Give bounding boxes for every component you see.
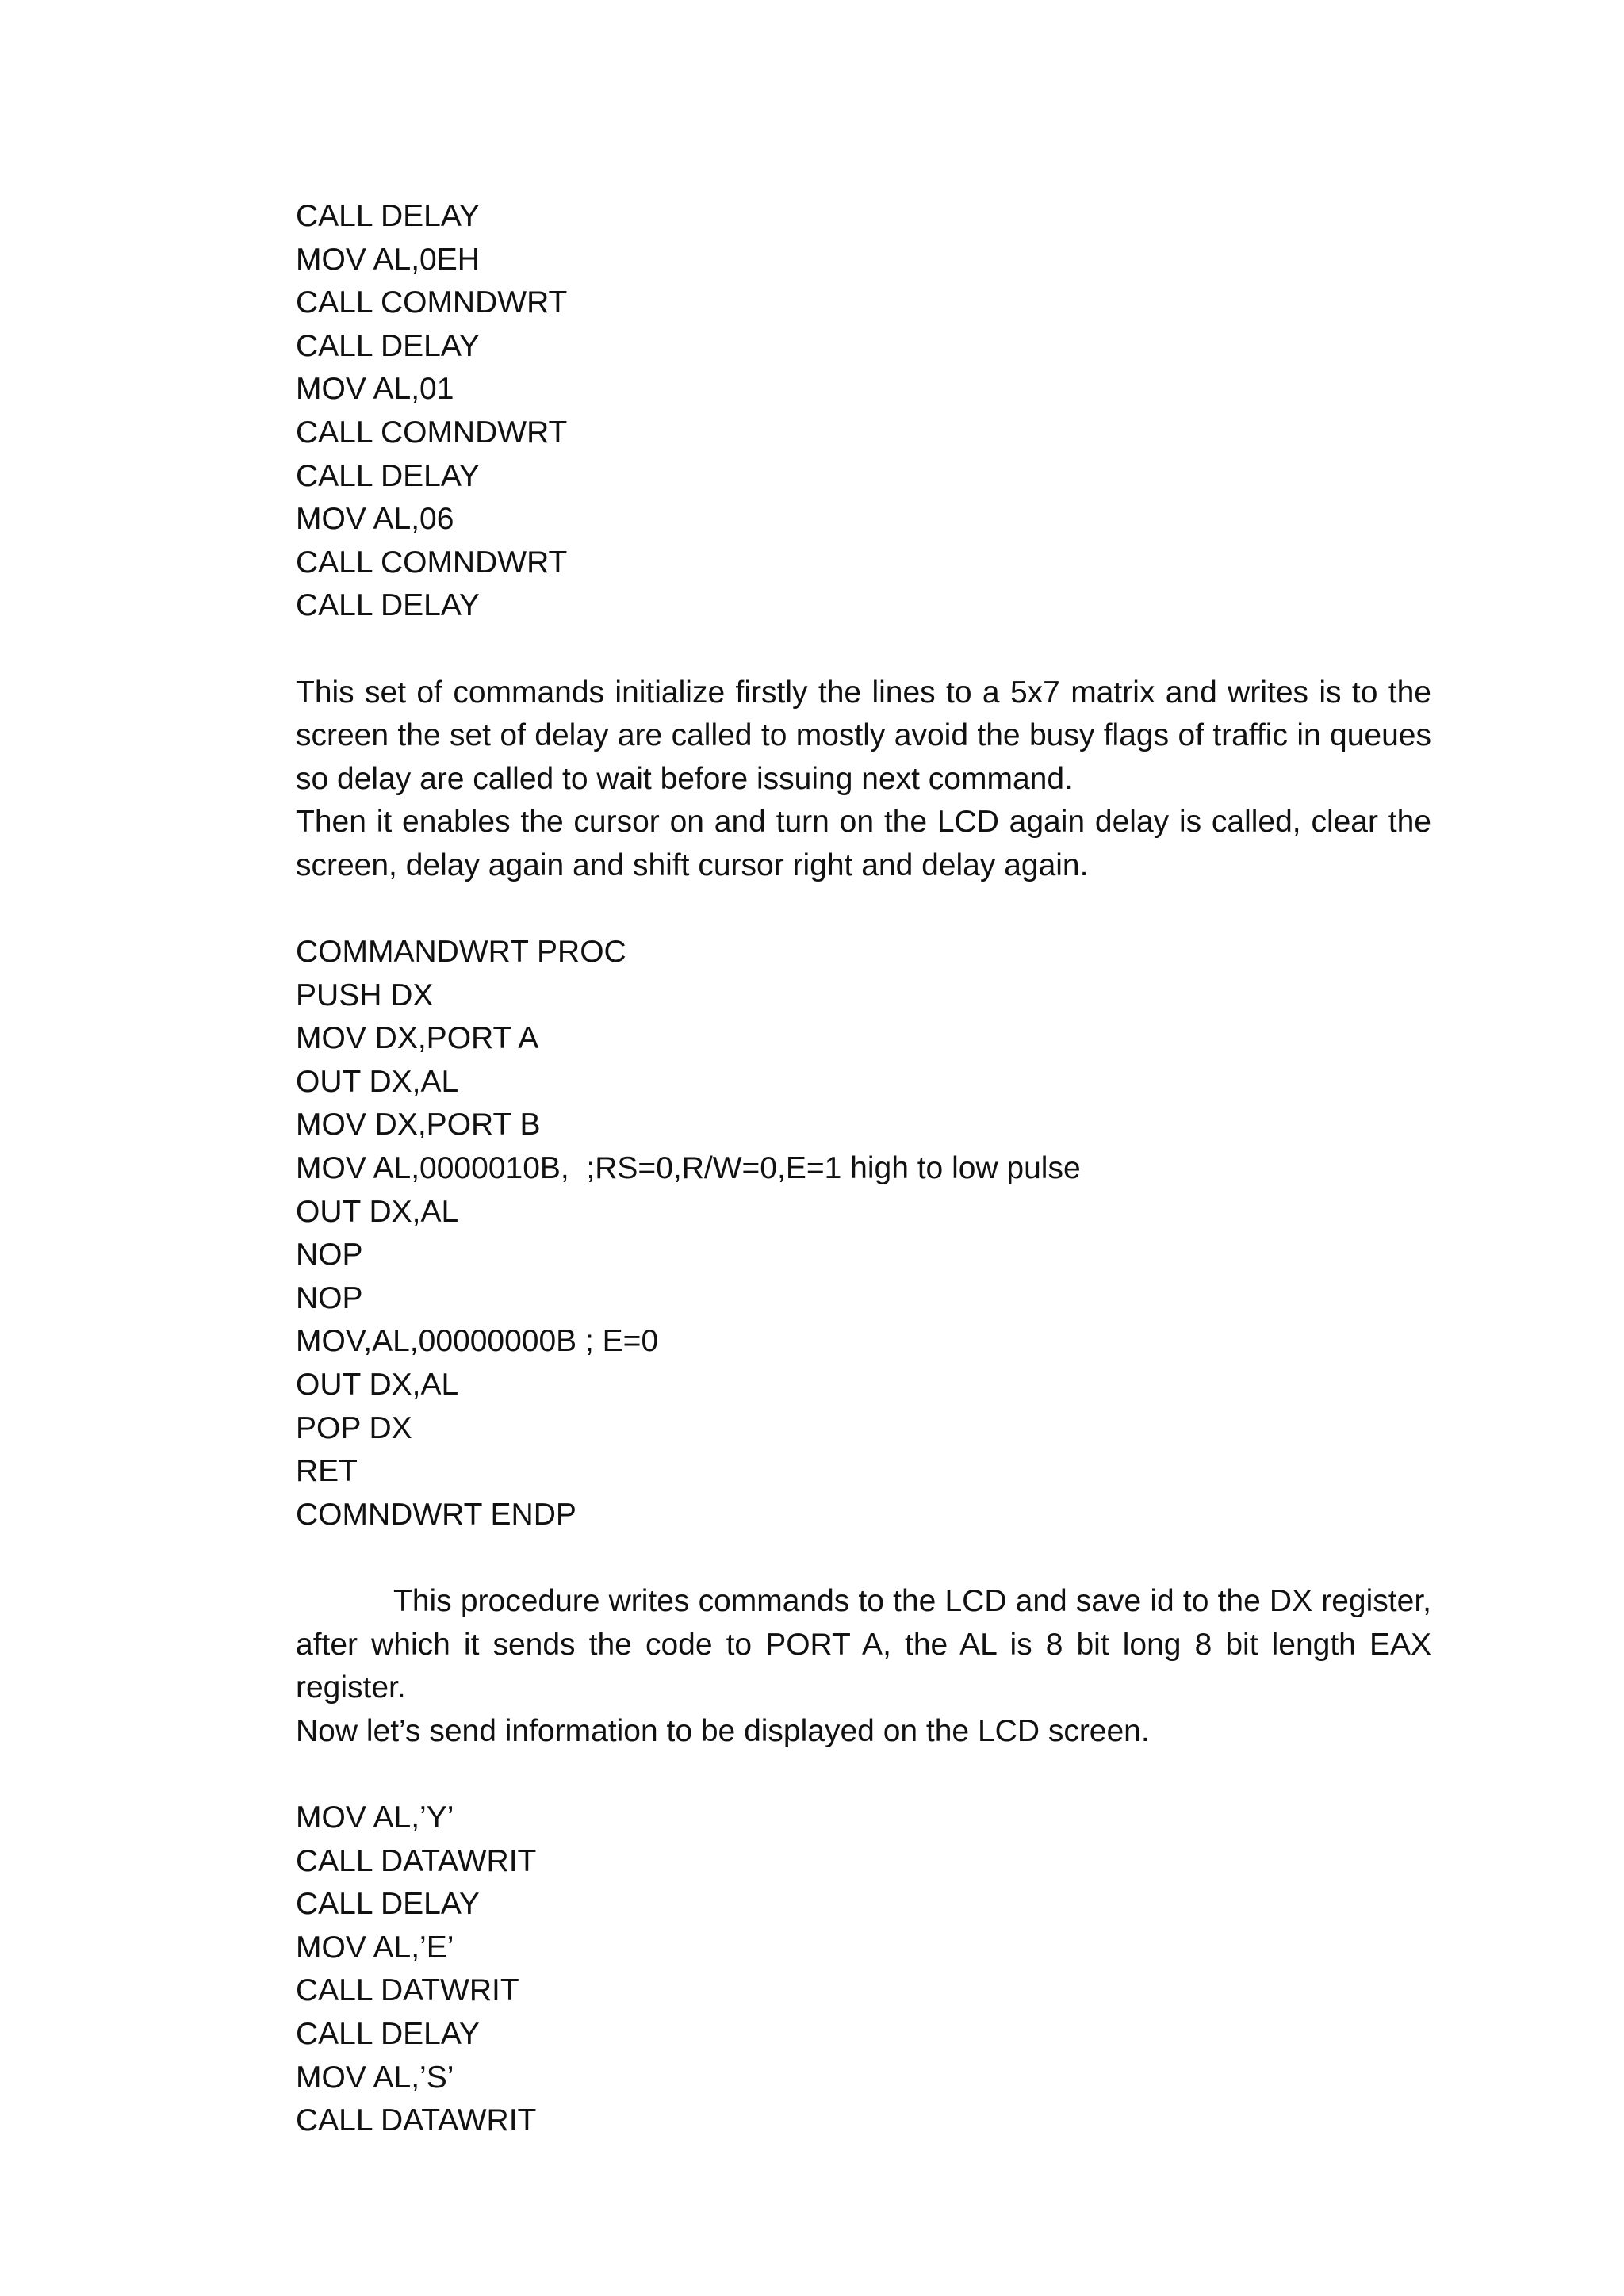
code-line: MOV AL,0EH: [296, 242, 480, 277]
code-block-commandwrt: [296, 931, 1431, 1536]
code-line: CALL DELAY: [296, 588, 480, 623]
code-line: CALL DELAY: [296, 1887, 480, 1922]
code-line: CALL DATWRIT: [296, 1973, 519, 2008]
code-line: CALL DATAWRIT: [296, 1843, 537, 1878]
paragraph-cursor-explanation: Then it enables the cursor on and turn on the LCD again delay is called, clear the screen, delay again and shift cursor right and delay again.: [296, 805, 1431, 882]
code-line: MOV DX,PORT A: [296, 1021, 539, 1056]
code-line: COMNDWRT ENDP: [296, 1497, 576, 1532]
code-line: MOV AL,06: [296, 502, 454, 537]
document-page: [296, 195, 1431, 2143]
code-line: NOP: [296, 1238, 363, 1272]
code-line: MOV AL,0000010B, ;RS=0,R/W=0,E=1 high to low pulse: [296, 1151, 1081, 1186]
spacer: [296, 1753, 1431, 1797]
code-line: MOV DX,PORT B: [296, 1108, 541, 1142]
code-line: OUT DX,AL: [296, 1194, 459, 1229]
code-line: OUT DX,AL: [296, 1368, 459, 1402]
spacer: [296, 1536, 1431, 1580]
spacer: [296, 628, 1431, 672]
code-line: CALL DELAY: [296, 199, 480, 233]
code-line: COMMANDWRT PROC: [296, 935, 626, 970]
code-line: MOV AL,01: [296, 372, 454, 407]
code-line: CALL DELAY: [296, 458, 480, 493]
code-line: PUSH DX: [296, 978, 434, 1012]
code-line: OUT DX,AL: [296, 1064, 459, 1099]
code-line: MOV AL,’E’: [296, 1930, 454, 1965]
code-line: MOV AL,’Y’: [296, 1800, 454, 1835]
code-line: CALL DELAY: [296, 328, 480, 363]
spacer: [296, 888, 1431, 932]
code-block-datawrite: [296, 1797, 1431, 2143]
code-line: NOP: [296, 1280, 363, 1315]
code-line: RET: [296, 1454, 358, 1489]
code-line: CALL DATAWRIT: [296, 2103, 537, 2138]
code-line: CALL COMNDWRT: [296, 545, 568, 580]
code-line: CALL COMNDWRT: [296, 415, 568, 450]
code-line: MOV AL,’S’: [296, 2060, 454, 2095]
code-line: CALL COMNDWRT: [296, 285, 568, 320]
code-block-init: [296, 195, 1431, 628]
code-line: MOV,AL,00000000B ; E=0: [296, 1324, 659, 1359]
code-line: POP DX: [296, 1410, 412, 1445]
code-line: CALL DELAY: [296, 2016, 480, 2051]
paragraph-init-explanation: This set of commands initialize firstly the lines to a 5x7 matrix and writes is to the screen the set of delay are called to mostly avoid the busy flags of traffic in queues so delay are called to wait before issuing next command.: [296, 675, 1431, 796]
paragraph-send-info: Now let’s send information to be displayed on the LCD screen.: [296, 1713, 1150, 1748]
paragraph-procedure-explanation: This procedure writes commands to the LCD and save id to the DX register, after which it sends the code to PORT A, the AL is 8 bit long 8 bit length EAX register.: [296, 1584, 1431, 1705]
